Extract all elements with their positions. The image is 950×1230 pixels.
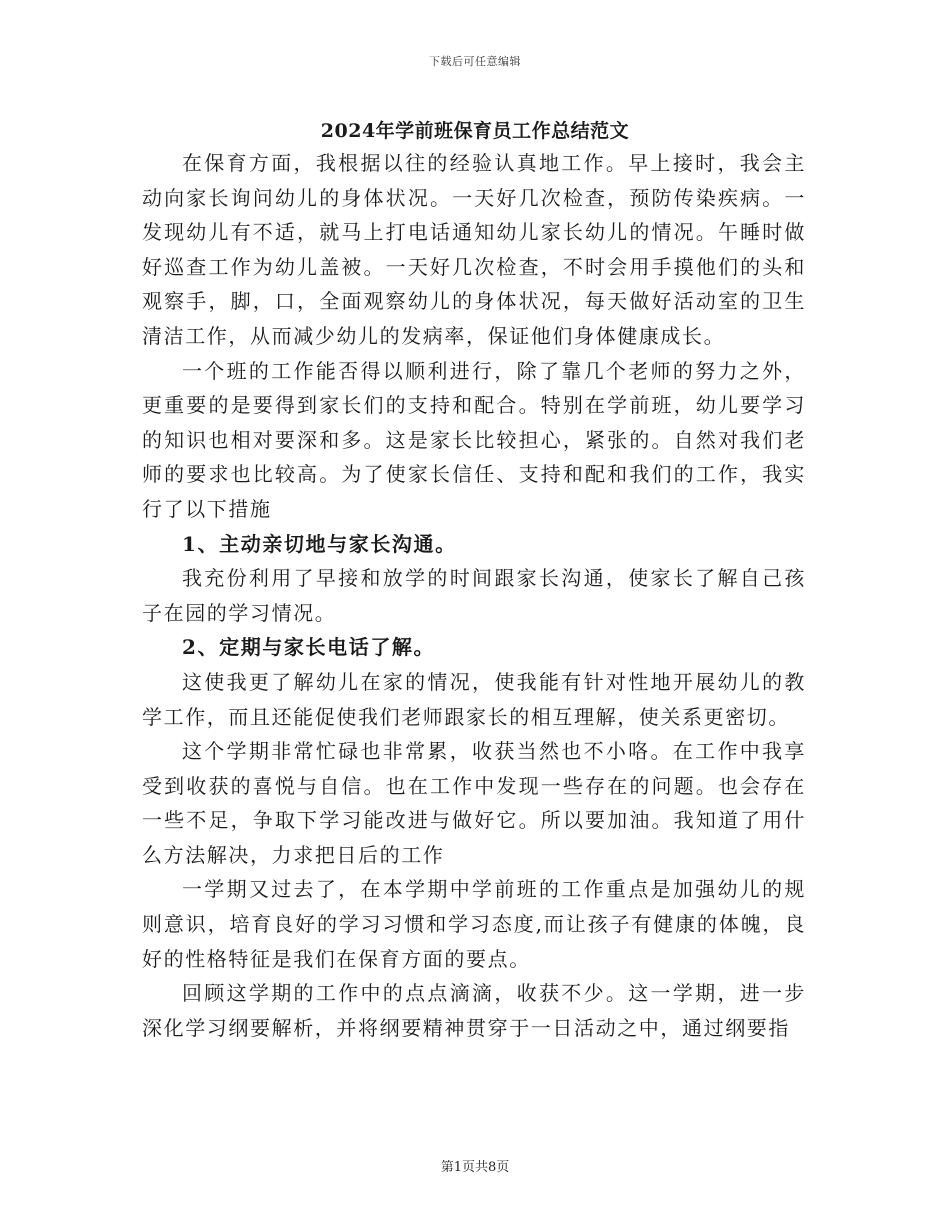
paragraph-childcare: 在保育方面，我根据以往的经验认真地工作。早上接时，我会主动向家长询问幼儿的身体状况。一天好几次检查，预防传染疾病。一发现幼儿有不适，就马上打电话通知幼儿家长幼儿的情况。午睡时做好巡查工作为幼儿盖被。一天好几次检查，不时会用手摸他们的头和观察手，脚，口，全面观察幼儿的身体状况，每天做好活动室的卫生清洁工作，从而减少幼儿的发病率，保证他们身体健康成长。 bbox=[142, 151, 806, 348]
heading-communicate: 1、主动亲切地与家长沟通。 bbox=[182, 531, 457, 556]
heading-phone: 2、定期与家长电话了解。 bbox=[182, 635, 436, 660]
paragraph-parent-cooperation: 一个班的工作能否得以顺利进行，除了靠几个老师的努力之外，更重要的是要得到家长们的支持和配合。特别在学前班，幼儿要学习的知识也相对要深和多。这是家长比较担心，紧张的。自然对我们老师的要求也比较高。为了使家长信任、支持和配和我们的工作，我实行了以下措施 bbox=[142, 358, 806, 521]
paragraph-semester-focus: 一学期又过去了，在本学期中学前班的工作重点是加强幼儿的规则意识，培育良好的学习习惯和学习态度,而让孩子有健康的体魄，良好的性格特征是我们在保育方面的要点。 bbox=[142, 877, 806, 971]
paragraph-communicate: 我充份利用了早接和放学的时间跟家长沟通，使家长了解自己孩子在园的学习情况。 bbox=[142, 566, 806, 625]
document-body bbox=[142, 146, 806, 1045]
paragraph-phone: 这使我更了解幼儿在家的情况，使我能有针对性地开展幼儿的教学工作，而且还能促使我们老师跟家长的相互理解，使关系更密切。 bbox=[142, 669, 806, 729]
paragraph-review: 回顾这学期的工作中的点点滴滴，收获不少。这一学期，进一步深化学习纲要解析，并将纲要精神贯穿于一日活动之中，通过纲要指 bbox=[142, 981, 806, 1040]
header-note: 下载后可任意编辑 bbox=[429, 55, 521, 68]
paragraph-semester-reflection: 这个学期非常忙碌也非常累，收获当然也不小咯。在工作中我享受到收获的喜悦与自信。也在工作中发现一些存在的问题。也会存在一些不足，争取下学习能改进与做好它。所以要加油。我知道了用什么方法解决，力求把日后的工作 bbox=[142, 739, 806, 867]
page-number: 第1页共8页 bbox=[440, 1160, 510, 1175]
document-title: 2024年学前班保育员工作总结范文 bbox=[320, 120, 630, 142]
